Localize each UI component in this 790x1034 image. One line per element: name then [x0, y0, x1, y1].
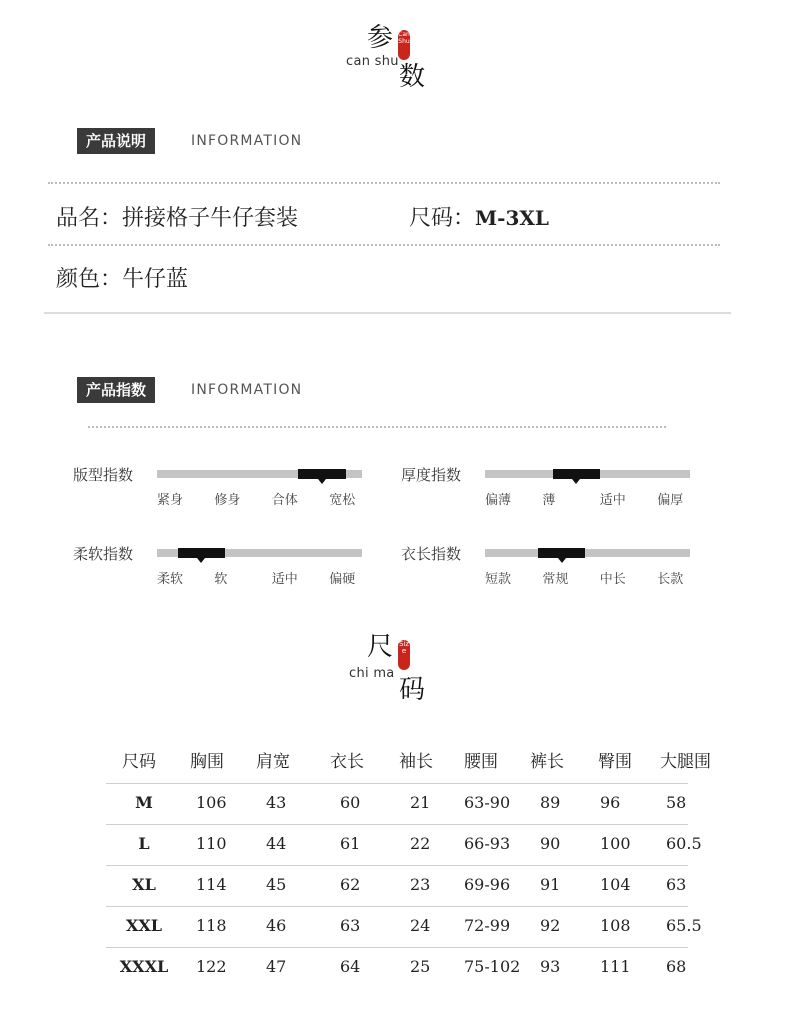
table-cell: XXXL	[119, 957, 169, 976]
table-cell: 66-93	[464, 834, 511, 853]
table-cell: 63-90	[464, 793, 511, 812]
table-cell: 23	[410, 875, 431, 894]
table-cell: 108	[600, 916, 631, 935]
index-bar-track	[485, 470, 690, 478]
index-bar-pointer	[558, 558, 566, 563]
size-heading-pinyin: chi ma	[349, 666, 395, 681]
table-cell: 89	[540, 793, 561, 812]
index-label: 厚度指数	[401, 466, 462, 484]
table-cell: 43	[266, 793, 287, 812]
table-cell: 75-102	[464, 957, 521, 976]
table-cell: 21	[410, 793, 431, 812]
index-length	[401, 543, 701, 593]
params-heading-top: 参	[367, 23, 394, 53]
index-tag: 产品指数	[77, 377, 155, 403]
index-bar-track	[157, 470, 362, 478]
table-row-divider	[106, 783, 688, 784]
size-seal: Size	[398, 640, 410, 670]
index-tick-label: 偏硬	[329, 572, 356, 587]
table-cell: 62	[340, 875, 361, 894]
product-name-value: 拼接格子牛仔套装	[122, 206, 299, 231]
product-name-row	[56, 201, 298, 232]
product-size-value: M-3XL	[475, 206, 549, 230]
divider-solid	[44, 312, 731, 314]
index-fit	[73, 464, 373, 514]
index-tick-label: 中长	[599, 572, 626, 587]
table-cell: 64	[340, 957, 361, 976]
table-cell: 60	[340, 793, 361, 812]
table-cell: 96	[600, 793, 621, 812]
table-header: 腰围	[464, 752, 498, 772]
table-header: 袖长	[399, 752, 433, 772]
index-tick-label: 长款	[657, 572, 684, 587]
table-row-divider	[106, 906, 688, 907]
index-bar-level	[553, 469, 600, 479]
table-cell: 44	[266, 834, 287, 853]
index-tick-label: 合体	[271, 493, 298, 508]
table-cell: 90	[540, 834, 561, 853]
size-heading-bottom: 码	[399, 675, 426, 705]
index-bar-level	[298, 469, 345, 479]
table-cell: XXL	[125, 916, 163, 935]
table-cell: 104	[600, 875, 631, 894]
table-row-divider	[106, 824, 688, 825]
size-table	[100, 745, 720, 995]
product-color-row	[56, 262, 188, 293]
table-cell: 25	[410, 957, 431, 976]
divider-dotted	[48, 182, 720, 184]
index-label: 柔软指数	[73, 545, 134, 563]
table-cell: 45	[266, 875, 287, 894]
table-cell: 106	[196, 793, 227, 812]
table-cell: 63	[340, 916, 361, 935]
divider-dotted	[88, 426, 666, 428]
divider-dotted	[48, 244, 720, 246]
index-label: 版型指数	[73, 466, 134, 484]
product-color-value: 牛仔蓝	[122, 267, 189, 292]
table-cell: XL	[132, 875, 156, 894]
table-cell: 60.5	[666, 834, 702, 853]
table-cell: L	[138, 834, 150, 853]
index-bar-track	[157, 549, 362, 557]
description-tag: 产品说明	[77, 128, 155, 154]
index-tick-label: 柔软	[157, 572, 184, 587]
product-size-row	[409, 201, 549, 232]
table-cell: 92	[540, 916, 561, 935]
table-cell: 111	[600, 957, 631, 976]
table-cell: 63	[666, 875, 687, 894]
table-header: 衣长	[330, 752, 364, 772]
table-cell: 22	[410, 834, 431, 853]
index-bar-track	[485, 549, 690, 557]
size-heading	[340, 630, 450, 705]
params-seal: CanShu	[398, 30, 410, 60]
index-bar-level	[538, 548, 585, 558]
table-cell: 47	[266, 957, 287, 976]
size-heading-top: 尺	[367, 632, 394, 662]
table-cell: 118	[196, 916, 227, 935]
index-bar-pointer	[197, 558, 205, 563]
table-cell: 65.5	[666, 916, 702, 935]
index-thickness	[401, 464, 701, 514]
table-cell: 122	[196, 957, 227, 976]
index-label: 衣长指数	[401, 545, 462, 563]
index-tick-label: 紧身	[157, 493, 184, 508]
table-cell: 100	[600, 834, 631, 853]
index-tick-label: 偏薄	[485, 493, 512, 508]
index-tick-label: 偏厚	[657, 493, 684, 508]
index-bar-pointer	[572, 479, 580, 484]
table-row-divider	[106, 947, 688, 948]
description-tag-en: INFORMATION	[191, 133, 303, 149]
index-tick-label: 适中	[599, 493, 626, 508]
table-header: 尺码	[122, 752, 156, 772]
table-cell: 69-96	[464, 875, 511, 894]
table-cell: 72-99	[464, 916, 511, 935]
index-tick-label: 宽松	[329, 493, 356, 508]
table-cell: 46	[266, 916, 287, 935]
product-size-label: 尺码：	[409, 206, 476, 231]
table-cell: 68	[666, 957, 687, 976]
index-bar-pointer	[318, 479, 326, 484]
table-cell: 24	[410, 916, 431, 935]
table-row-divider	[106, 865, 688, 866]
index-tick-label: 短款	[485, 572, 512, 587]
params-heading-bottom: 数	[399, 62, 426, 92]
params-heading-pinyin: can shu	[346, 54, 399, 69]
table-header: 裤长	[530, 752, 564, 772]
table-cell: M	[135, 793, 153, 812]
index-tick-label: 修身	[214, 493, 241, 508]
table-header: 胸围	[190, 752, 224, 772]
index-tick-label: 软	[214, 572, 228, 587]
table-cell: 114	[196, 875, 227, 894]
table-cell: 91	[540, 875, 561, 894]
index-tick-label: 薄	[542, 493, 556, 508]
table-cell: 93	[540, 957, 561, 976]
table-header: 大腿围	[660, 752, 711, 772]
params-heading	[340, 22, 450, 92]
index-softness	[73, 543, 373, 593]
table-cell: 61	[340, 834, 361, 853]
table-cell: 110	[196, 834, 227, 853]
product-name-label: 品名：	[56, 206, 123, 231]
table-cell: 58	[666, 793, 687, 812]
index-bar-level	[178, 548, 225, 558]
index-tick-label: 常规	[542, 572, 569, 587]
index-tick-label: 适中	[271, 572, 298, 587]
table-header: 臀围	[598, 752, 632, 772]
product-color-label: 颜色：	[56, 267, 123, 292]
index-tag-en: INFORMATION	[191, 382, 303, 398]
table-header: 肩宽	[256, 752, 290, 772]
